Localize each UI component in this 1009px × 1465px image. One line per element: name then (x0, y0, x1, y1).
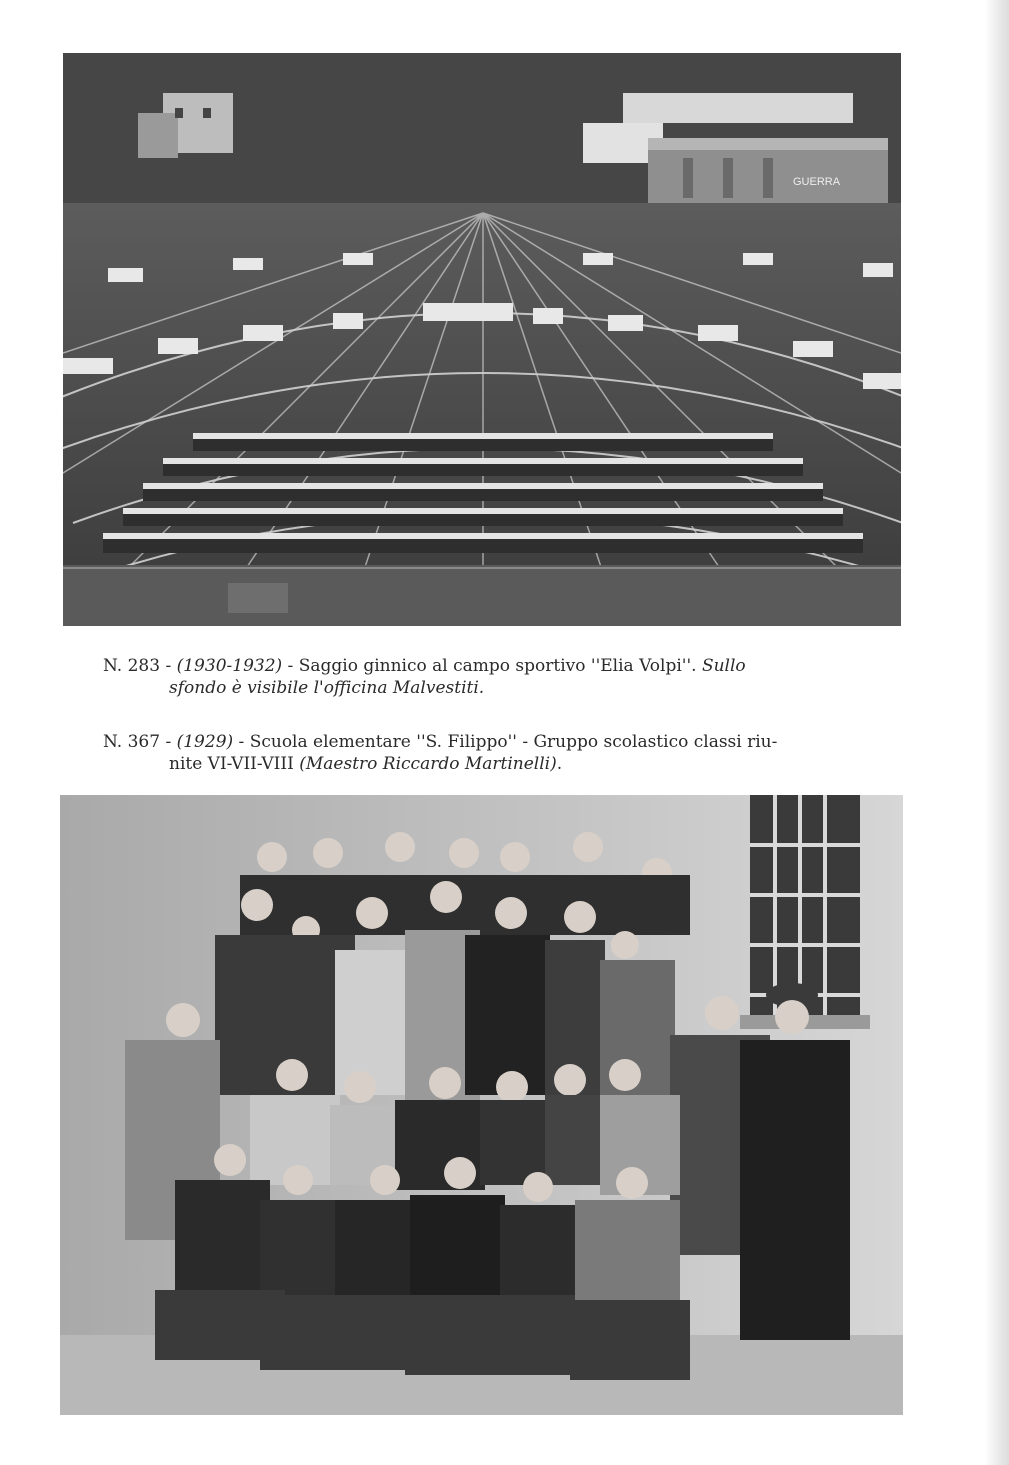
caption-367 (103, 731, 863, 775)
caption-separator: - (233, 732, 250, 752)
caption-italic-start: Sullo (701, 656, 746, 676)
caption-number: N. 283 - (103, 656, 172, 676)
caption-separator: - (282, 656, 299, 676)
caption-line2-plain: nite VI-VII-VIII (169, 754, 300, 774)
caption-text: Scuola elementare ''S. Filippo'' - Gruppo scolastico classi riu- (249, 732, 778, 752)
caption-italic-line2: sfondo è visibile l'officina Malvestiti. (169, 678, 485, 698)
scan-shadow (985, 0, 1009, 1465)
caption-years: (1929) (176, 732, 234, 752)
caption-283 (103, 655, 863, 699)
gymnastics-photo-drawing (63, 53, 901, 626)
caption-text: Saggio ginnico al campo sportivo ''Elia Volpi''. (298, 656, 697, 676)
school-group-drawing (60, 795, 903, 1415)
caption-number: N. 367 - (103, 732, 172, 752)
caption-line2 (103, 753, 863, 775)
caption-line2-italic: (Maestro Riccardo Martinelli) (299, 754, 557, 774)
wall-sign: GUERRA (793, 176, 841, 188)
caption-years: (1930-1932) (176, 656, 283, 676)
caption-line2-end: . (556, 754, 563, 774)
school-group-photo (60, 795, 903, 1415)
gymnastics-display-photo (63, 53, 901, 626)
